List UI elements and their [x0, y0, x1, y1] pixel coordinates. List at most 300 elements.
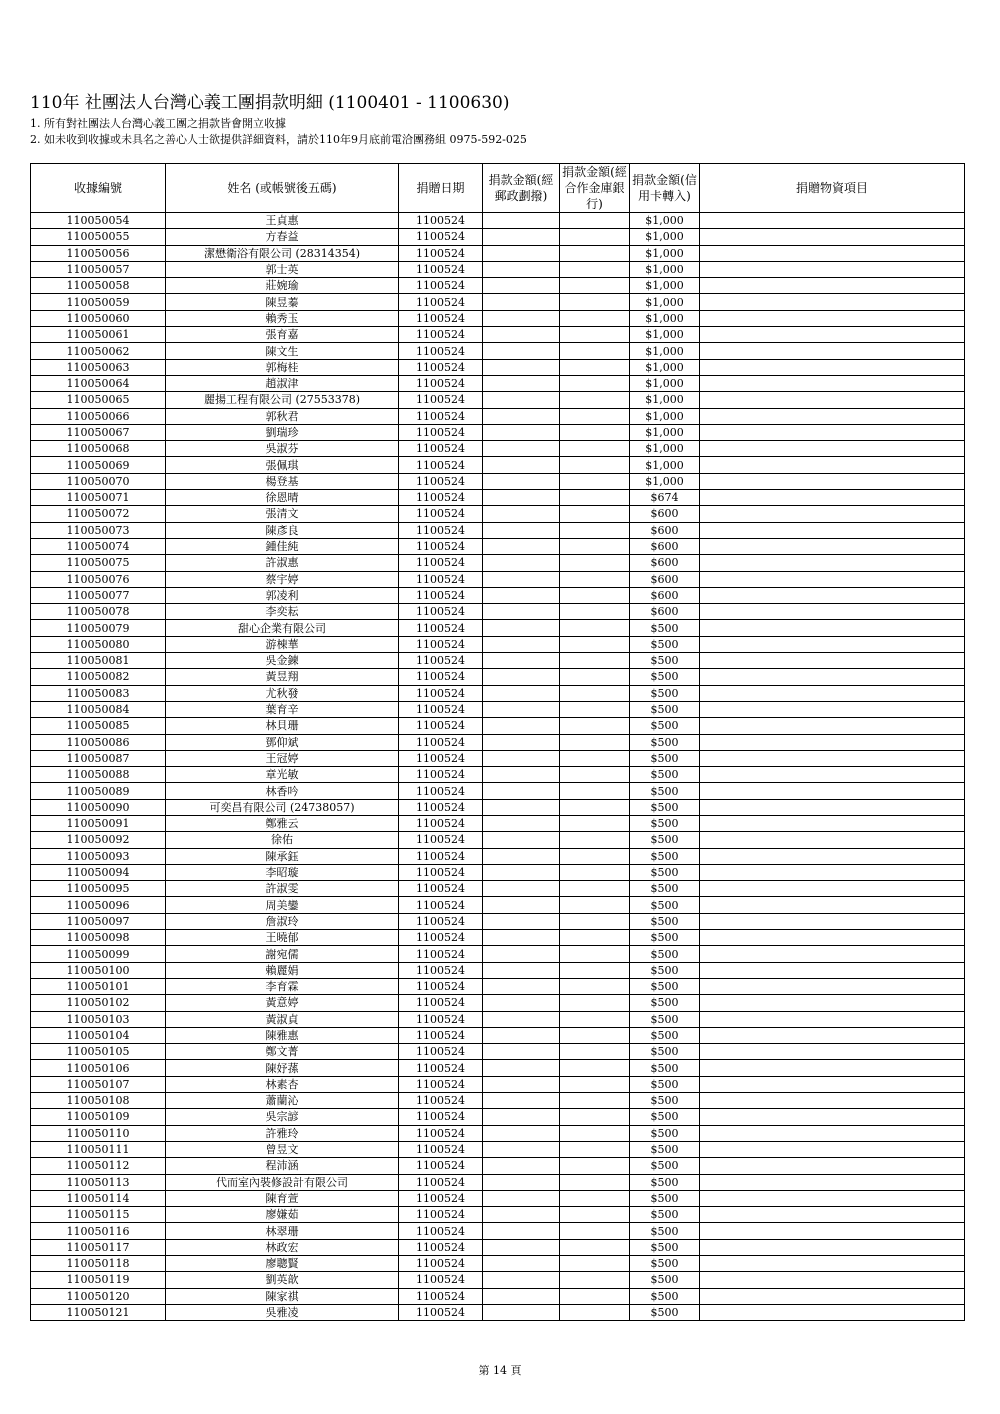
cell-goods: [700, 359, 965, 375]
cell-name: 林政宏: [166, 1239, 399, 1255]
cell-name: 徐恩晴: [166, 490, 399, 506]
table-row: [31, 490, 965, 506]
table-row: [31, 229, 965, 245]
table-row: [31, 571, 965, 587]
cell-amount-bank: [560, 913, 630, 929]
cell-amount-credit: $500: [630, 620, 700, 636]
cell-amount-postal: [483, 359, 560, 375]
table-row: [31, 913, 965, 929]
cell-amount-bank: [560, 669, 630, 685]
table-row: [31, 750, 965, 766]
cell-amount-postal: [483, 685, 560, 701]
cell-amount-credit: $500: [630, 1011, 700, 1027]
cell-amount-bank: [560, 604, 630, 620]
cell-amount-postal: [483, 1141, 560, 1157]
table-row: [31, 1272, 965, 1288]
cell-name: 許雅玲: [166, 1125, 399, 1141]
cell-amount-postal: [483, 1272, 560, 1288]
cell-amount-credit: $500: [630, 718, 700, 734]
cell-amount-bank: [560, 506, 630, 522]
cell-amount-bank: [560, 750, 630, 766]
cell-name: 許淑惠: [166, 555, 399, 571]
cell-goods: [700, 1093, 965, 1109]
cell-amount-postal: [483, 1288, 560, 1304]
cell-name: 張育嘉: [166, 327, 399, 343]
cell-amount-postal: [483, 213, 560, 229]
cell-amount-credit: $600: [630, 587, 700, 603]
cell-date: 1100524: [399, 701, 483, 717]
cell-date: 1100524: [399, 424, 483, 440]
table-row: [31, 1044, 965, 1060]
cell-amount-postal: [483, 930, 560, 946]
cell-name: 莊婉瑜: [166, 278, 399, 294]
cell-goods: [700, 1207, 965, 1223]
cell-goods: [700, 327, 965, 343]
cell-amount-bank: [560, 375, 630, 391]
cell-receipt-no: 110050076: [31, 571, 166, 587]
cell-amount-bank: [560, 897, 630, 913]
cell-goods: [700, 441, 965, 457]
cell-name: 程沛涵: [166, 1158, 399, 1174]
cell-name: 代而室內裝修設計有限公司: [166, 1174, 399, 1190]
cell-date: 1100524: [399, 767, 483, 783]
cell-amount-bank: [560, 571, 630, 587]
cell-amount-credit: $1,000: [630, 375, 700, 391]
cell-amount-credit: $600: [630, 538, 700, 554]
table-row: [31, 897, 965, 913]
cell-date: 1100524: [399, 1093, 483, 1109]
table-row: [31, 669, 965, 685]
table-row: [31, 815, 965, 831]
cell-amount-postal: [483, 1093, 560, 1109]
cell-receipt-no: 110050094: [31, 864, 166, 880]
cell-name: 趙淑津: [166, 375, 399, 391]
cell-amount-credit: $500: [630, 1125, 700, 1141]
cell-amount-bank: [560, 1272, 630, 1288]
cell-name: 賴秀玉: [166, 310, 399, 326]
table-row: [31, 636, 965, 652]
table-row: [31, 783, 965, 799]
cell-amount-bank: [560, 864, 630, 880]
cell-name: 李育霖: [166, 978, 399, 994]
header-name: 姓名 (或帳號後五碼): [166, 164, 399, 213]
cell-receipt-no: 110050086: [31, 734, 166, 750]
cell-name: 鍾佳純: [166, 538, 399, 554]
cell-amount-postal: [483, 441, 560, 457]
cell-receipt-no: 110050118: [31, 1256, 166, 1272]
cell-date: 1100524: [399, 1207, 483, 1223]
cell-amount-credit: $1,000: [630, 229, 700, 245]
cell-receipt-no: 110050054: [31, 213, 166, 229]
cell-amount-bank: [560, 490, 630, 506]
cell-date: 1100524: [399, 375, 483, 391]
cell-receipt-no: 110050075: [31, 555, 166, 571]
cell-amount-bank: [560, 783, 630, 799]
cell-amount-postal: [483, 310, 560, 326]
cell-amount-credit: $500: [630, 962, 700, 978]
cell-receipt-no: 110050120: [31, 1288, 166, 1304]
table-row: [31, 441, 965, 457]
cell-date: 1100524: [399, 555, 483, 571]
cell-goods: [700, 1239, 965, 1255]
cell-goods: [700, 506, 965, 522]
cell-amount-postal: [483, 392, 560, 408]
table-row: [31, 1223, 965, 1239]
cell-amount-credit: $1,000: [630, 408, 700, 424]
table-row: [31, 701, 965, 717]
header-goods: 捐贈物資項目: [700, 164, 965, 213]
cell-receipt-no: 110050112: [31, 1158, 166, 1174]
cell-amount-postal: [483, 245, 560, 261]
cell-date: 1100524: [399, 995, 483, 1011]
cell-amount-bank: [560, 1174, 630, 1190]
cell-receipt-no: 110050078: [31, 604, 166, 620]
cell-amount-postal: [483, 1060, 560, 1076]
cell-amount-credit: $1,000: [630, 261, 700, 277]
cell-amount-bank: [560, 457, 630, 473]
cell-receipt-no: 110050081: [31, 653, 166, 669]
cell-amount-credit: $500: [630, 1256, 700, 1272]
cell-goods: [700, 962, 965, 978]
cell-amount-postal: [483, 1190, 560, 1206]
cell-goods: [700, 555, 965, 571]
cell-amount-bank: [560, 636, 630, 652]
cell-amount-postal: [483, 1109, 560, 1125]
cell-name: 游棟華: [166, 636, 399, 652]
cell-amount-bank: [560, 327, 630, 343]
table-row: [31, 538, 965, 554]
cell-date: 1100524: [399, 636, 483, 652]
cell-name: 可奕昌有限公司 (24738057): [166, 799, 399, 815]
cell-goods: [700, 881, 965, 897]
cell-receipt-no: 110050106: [31, 1060, 166, 1076]
cell-receipt-no: 110050090: [31, 799, 166, 815]
cell-amount-postal: [483, 1044, 560, 1060]
cell-goods: [700, 1174, 965, 1190]
cell-name: 林翠珊: [166, 1223, 399, 1239]
cell-amount-credit: $1,000: [630, 457, 700, 473]
cell-goods: [700, 490, 965, 506]
cell-amount-postal: [483, 294, 560, 310]
cell-name: 張清文: [166, 506, 399, 522]
cell-goods: [700, 1141, 965, 1157]
table-row: [31, 1109, 965, 1125]
cell-amount-credit: $1,000: [630, 245, 700, 261]
cell-date: 1100524: [399, 864, 483, 880]
cell-date: 1100524: [399, 538, 483, 554]
cell-amount-bank: [560, 392, 630, 408]
cell-amount-bank: [560, 1207, 630, 1223]
cell-amount-postal: [483, 669, 560, 685]
cell-date: 1100524: [399, 1288, 483, 1304]
cell-name: 廖聰賢: [166, 1256, 399, 1272]
cell-amount-bank: [560, 278, 630, 294]
cell-date: 1100524: [399, 587, 483, 603]
cell-goods: [700, 620, 965, 636]
cell-name: 方春益: [166, 229, 399, 245]
cell-date: 1100524: [399, 310, 483, 326]
table-row: [31, 832, 965, 848]
cell-date: 1100524: [399, 1027, 483, 1043]
cell-goods: [700, 1109, 965, 1125]
cell-name: 吳金鍊: [166, 653, 399, 669]
cell-amount-credit: $600: [630, 506, 700, 522]
table-row: [31, 1093, 965, 1109]
note-contact: 2. 如未收到收據或未具名之善心人士欲提供詳細資料，請於110年9月底前電洽團務組 0975-592-025: [30, 133, 527, 146]
table-row: [31, 995, 965, 1011]
cell-amount-postal: [483, 571, 560, 587]
table-row: [31, 457, 965, 473]
cell-date: 1100524: [399, 1272, 483, 1288]
cell-date: 1100524: [399, 245, 483, 261]
cell-receipt-no: 110050107: [31, 1076, 166, 1092]
cell-date: 1100524: [399, 1174, 483, 1190]
cell-amount-bank: [560, 734, 630, 750]
cell-date: 1100524: [399, 1223, 483, 1239]
cell-goods: [700, 473, 965, 489]
cell-goods: [700, 1256, 965, 1272]
cell-amount-postal: [483, 799, 560, 815]
cell-amount-credit: $500: [630, 1141, 700, 1157]
cell-amount-postal: [483, 229, 560, 245]
header-receipt-no: 收據編號: [31, 164, 166, 213]
cell-date: 1100524: [399, 294, 483, 310]
cell-name: 詹淑玲: [166, 913, 399, 929]
cell-amount-credit: $1,000: [630, 213, 700, 229]
cell-amount-credit: $500: [630, 995, 700, 1011]
cell-date: 1100524: [399, 506, 483, 522]
cell-receipt-no: 110050096: [31, 897, 166, 913]
cell-receipt-no: 110050117: [31, 1239, 166, 1255]
cell-amount-credit: $500: [630, 1044, 700, 1060]
cell-goods: [700, 538, 965, 554]
cell-receipt-no: 110050062: [31, 343, 166, 359]
cell-receipt-no: 110050093: [31, 848, 166, 864]
cell-amount-postal: [483, 1256, 560, 1272]
cell-amount-postal: [483, 864, 560, 880]
cell-amount-postal: [483, 897, 560, 913]
cell-receipt-no: 110050074: [31, 538, 166, 554]
table-row: [31, 473, 965, 489]
cell-goods: [700, 1027, 965, 1043]
table-row: [31, 881, 965, 897]
cell-amount-bank: [560, 1125, 630, 1141]
table-body: [31, 213, 965, 1321]
cell-goods: [700, 636, 965, 652]
cell-date: 1100524: [399, 750, 483, 766]
cell-amount-postal: [483, 962, 560, 978]
cell-goods: [700, 1076, 965, 1092]
cell-goods: [700, 995, 965, 1011]
cell-goods: [700, 1044, 965, 1060]
cell-name: 潔懋衛浴有限公司 (28314354): [166, 245, 399, 261]
cell-receipt-no: 110050060: [31, 310, 166, 326]
cell-date: 1100524: [399, 327, 483, 343]
cell-receipt-no: 110050103: [31, 1011, 166, 1027]
table-row: [31, 799, 965, 815]
cell-receipt-no: 110050083: [31, 685, 166, 701]
cell-date: 1100524: [399, 1044, 483, 1060]
cell-amount-credit: $500: [630, 1027, 700, 1043]
cell-amount-postal: [483, 718, 560, 734]
cell-amount-bank: [560, 441, 630, 457]
cell-name: 王貞惠: [166, 213, 399, 229]
cell-goods: [700, 229, 965, 245]
cell-amount-postal: [483, 848, 560, 864]
cell-name: 陳育萱: [166, 1190, 399, 1206]
cell-goods: [700, 1272, 965, 1288]
cell-name: 劉瑞珍: [166, 424, 399, 440]
cell-amount-postal: [483, 375, 560, 391]
cell-goods: [700, 343, 965, 359]
cell-amount-credit: $500: [630, 1288, 700, 1304]
cell-date: 1100524: [399, 213, 483, 229]
cell-date: 1100524: [399, 783, 483, 799]
cell-amount-credit: $500: [630, 1239, 700, 1255]
cell-date: 1100524: [399, 946, 483, 962]
cell-goods: [700, 718, 965, 734]
cell-goods: [700, 604, 965, 620]
cell-amount-bank: [560, 1076, 630, 1092]
cell-goods: [700, 653, 965, 669]
cell-amount-bank: [560, 1109, 630, 1125]
cell-goods: [700, 1288, 965, 1304]
cell-goods: [700, 1060, 965, 1076]
table-row: [31, 261, 965, 277]
cell-amount-credit: $500: [630, 1174, 700, 1190]
cell-goods: [700, 408, 965, 424]
cell-goods: [700, 897, 965, 913]
cell-receipt-no: 110050089: [31, 783, 166, 799]
cell-amount-bank: [560, 1190, 630, 1206]
cell-amount-credit: $500: [630, 653, 700, 669]
cell-name: 鄧仰斌: [166, 734, 399, 750]
cell-goods: [700, 685, 965, 701]
cell-receipt-no: 110050080: [31, 636, 166, 652]
cell-name: 陳彥良: [166, 522, 399, 538]
cell-name: 吳宗諺: [166, 1109, 399, 1125]
header-amount-credit: 捐款金額(信用卡轉入): [630, 164, 700, 213]
cell-amount-credit: $500: [630, 930, 700, 946]
cell-amount-bank: [560, 718, 630, 734]
cell-goods: [700, 294, 965, 310]
table-row: [31, 1076, 965, 1092]
cell-amount-postal: [483, 522, 560, 538]
cell-amount-postal: [483, 1223, 560, 1239]
cell-goods: [700, 1125, 965, 1141]
cell-amount-postal: [483, 701, 560, 717]
cell-amount-bank: [560, 767, 630, 783]
cell-amount-bank: [560, 1256, 630, 1272]
cell-date: 1100524: [399, 962, 483, 978]
cell-receipt-no: 110050079: [31, 620, 166, 636]
cell-amount-bank: [560, 310, 630, 326]
table-row: [31, 685, 965, 701]
cell-date: 1100524: [399, 897, 483, 913]
cell-name: 李昭璇: [166, 864, 399, 880]
cell-name: 曾昱文: [166, 1141, 399, 1157]
cell-amount-postal: [483, 490, 560, 506]
cell-amount-credit: $500: [630, 815, 700, 831]
table-row: [31, 620, 965, 636]
cell-name: 王曉郁: [166, 930, 399, 946]
cell-name: 謝宛儒: [166, 946, 399, 962]
cell-amount-credit: $500: [630, 913, 700, 929]
cell-amount-postal: [483, 1125, 560, 1141]
cell-amount-credit: $500: [630, 636, 700, 652]
cell-name: 王冠婷: [166, 750, 399, 766]
cell-amount-credit: $500: [630, 701, 700, 717]
cell-amount-postal: [483, 636, 560, 652]
cell-date: 1100524: [399, 571, 483, 587]
cell-amount-postal: [483, 327, 560, 343]
cell-amount-bank: [560, 522, 630, 538]
cell-name: 陳家祺: [166, 1288, 399, 1304]
cell-date: 1100524: [399, 522, 483, 538]
cell-goods: [700, 1304, 965, 1320]
table-row: [31, 1239, 965, 1255]
cell-name: 陳承鈺: [166, 848, 399, 864]
cell-name: 林素杏: [166, 1076, 399, 1092]
cell-amount-credit: $500: [630, 1207, 700, 1223]
cell-name: 劉英歆: [166, 1272, 399, 1288]
cell-goods: [700, 587, 965, 603]
cell-amount-credit: $1,000: [630, 392, 700, 408]
table-row: [31, 734, 965, 750]
cell-name: 黃昱翔: [166, 669, 399, 685]
cell-amount-credit: $1,000: [630, 310, 700, 326]
cell-date: 1100524: [399, 408, 483, 424]
cell-amount-postal: [483, 995, 560, 1011]
cell-amount-bank: [560, 962, 630, 978]
table-row: [31, 278, 965, 294]
cell-receipt-no: 110050070: [31, 473, 166, 489]
document-title: 110年 社團法人台灣心義工團捐款明細 (1100401 - 1100630): [30, 93, 510, 113]
cell-name: 楊登基: [166, 473, 399, 489]
header-amount-bank: 捐款金額(經合作金庫銀行): [560, 164, 630, 213]
table-row: [31, 1027, 965, 1043]
cell-receipt-no: 110050102: [31, 995, 166, 1011]
cell-receipt-no: 110050087: [31, 750, 166, 766]
table-row: [31, 1141, 965, 1157]
cell-date: 1100524: [399, 913, 483, 929]
cell-amount-credit: $500: [630, 978, 700, 994]
cell-goods: [700, 978, 965, 994]
cell-name: 陳昱蓁: [166, 294, 399, 310]
cell-amount-bank: [560, 213, 630, 229]
cell-amount-postal: [483, 538, 560, 554]
cell-amount-bank: [560, 1304, 630, 1320]
table-row: [31, 1158, 965, 1174]
cell-name: 郭梅桂: [166, 359, 399, 375]
cell-goods: [700, 278, 965, 294]
cell-date: 1100524: [399, 359, 483, 375]
cell-name: 林香吟: [166, 783, 399, 799]
cell-date: 1100524: [399, 620, 483, 636]
cell-name: 陳雅惠: [166, 1027, 399, 1043]
cell-amount-bank: [560, 832, 630, 848]
cell-amount-credit: $600: [630, 604, 700, 620]
table-row: [31, 718, 965, 734]
table-header-row: [31, 164, 965, 213]
table-row: [31, 962, 965, 978]
cell-name: 鄭雅云: [166, 815, 399, 831]
cell-receipt-no: 110050059: [31, 294, 166, 310]
cell-name: 徐佑: [166, 832, 399, 848]
cell-amount-postal: [483, 1027, 560, 1043]
cell-amount-postal: [483, 1239, 560, 1255]
cell-goods: [700, 848, 965, 864]
